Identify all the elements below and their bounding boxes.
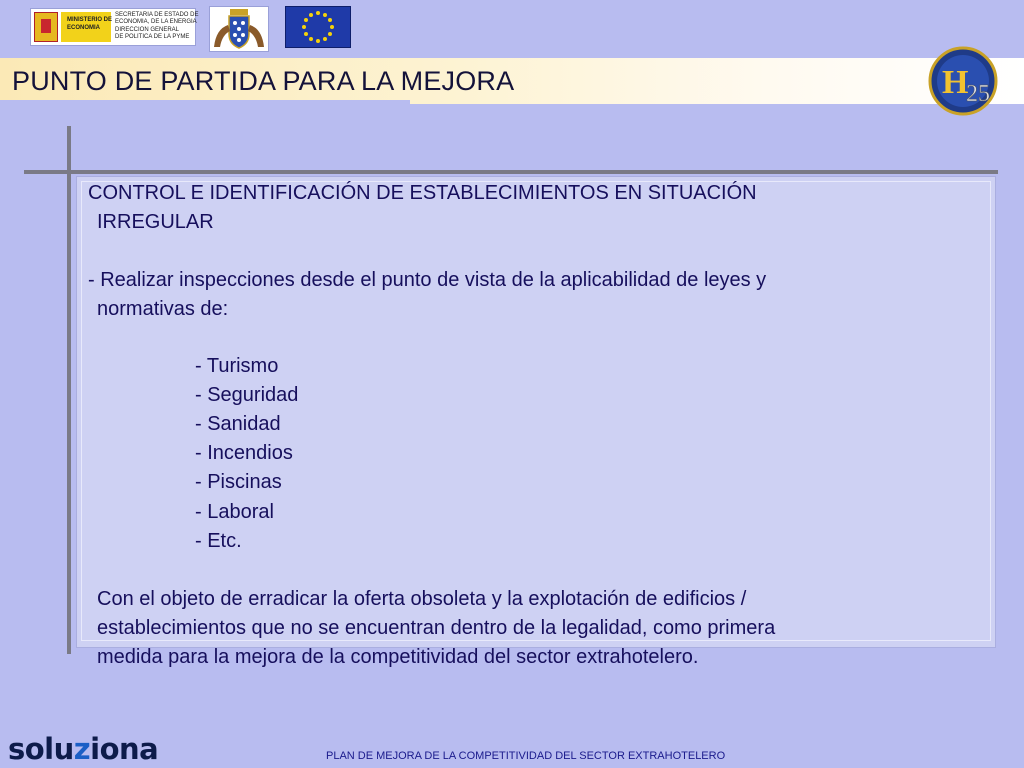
closing-line: Con el objeto de erradicar la oferta obsoleta y la explotación de edificios / bbox=[97, 588, 747, 610]
eu-flag-icon bbox=[285, 6, 351, 48]
closing-line: establecimientos que no se encuentran dentro de la legalidad, como primera bbox=[97, 617, 776, 639]
list-item: - Laboral bbox=[195, 501, 274, 523]
spain-coat-of-arms-icon bbox=[34, 12, 58, 42]
canarias-coat-of-arms-icon bbox=[209, 6, 269, 52]
intro-line: - Realizar inspecciones desde el punto de vista de la aplicabilidad de leyes y bbox=[88, 269, 767, 291]
badge-number: 25 bbox=[966, 81, 990, 107]
soluziona-logo: soluziona bbox=[8, 732, 159, 766]
list-item: - Sanidad bbox=[195, 413, 281, 435]
list-item: - Piscinas bbox=[195, 471, 282, 493]
svg-text:H: H bbox=[942, 64, 969, 101]
list-item: - Etc. bbox=[195, 530, 242, 552]
list-item: - Turismo bbox=[195, 355, 279, 377]
closing-line: medida para la mejora de la competitividad del sector extrahotelero. bbox=[97, 646, 699, 668]
heading-line: CONTROL E IDENTIFICACIÓN DE ESTABLECIMIENTOS EN SITUACIÓN bbox=[88, 182, 757, 204]
vertical-divider bbox=[67, 126, 71, 654]
ministry-logo bbox=[30, 8, 199, 46]
list-item: - Seguridad bbox=[195, 384, 299, 406]
ministry-right-line: SECRETARIA DE ESTADO DE bbox=[115, 12, 199, 18]
page-title: PUNTO DE PARTIDA PARA LA MEJORA bbox=[12, 66, 515, 96]
ministry-logo-line: ECONOMIA bbox=[67, 25, 100, 31]
ministry-logo-line: MINISTERIO DE bbox=[67, 17, 113, 23]
ministry-right-line: ECONOMIA, DE LA ENERGIA bbox=[115, 19, 197, 25]
intro-line: normativas de: bbox=[97, 298, 229, 320]
heading-line: IRREGULAR bbox=[97, 211, 214, 233]
ministry-right-line: DIRECCION GENERAL bbox=[115, 27, 180, 33]
horizontal-divider bbox=[24, 170, 998, 174]
footer-text: PLAN DE MEJORA DE LA COMPETITIVIDAD DEL SECTOR EXTRAHOTELERO bbox=[326, 750, 726, 762]
h25-badge-icon bbox=[928, 46, 998, 116]
list-item: - Incendios bbox=[195, 442, 293, 464]
ministry-right-line: DE POLITICA DE LA PYME bbox=[115, 34, 190, 40]
